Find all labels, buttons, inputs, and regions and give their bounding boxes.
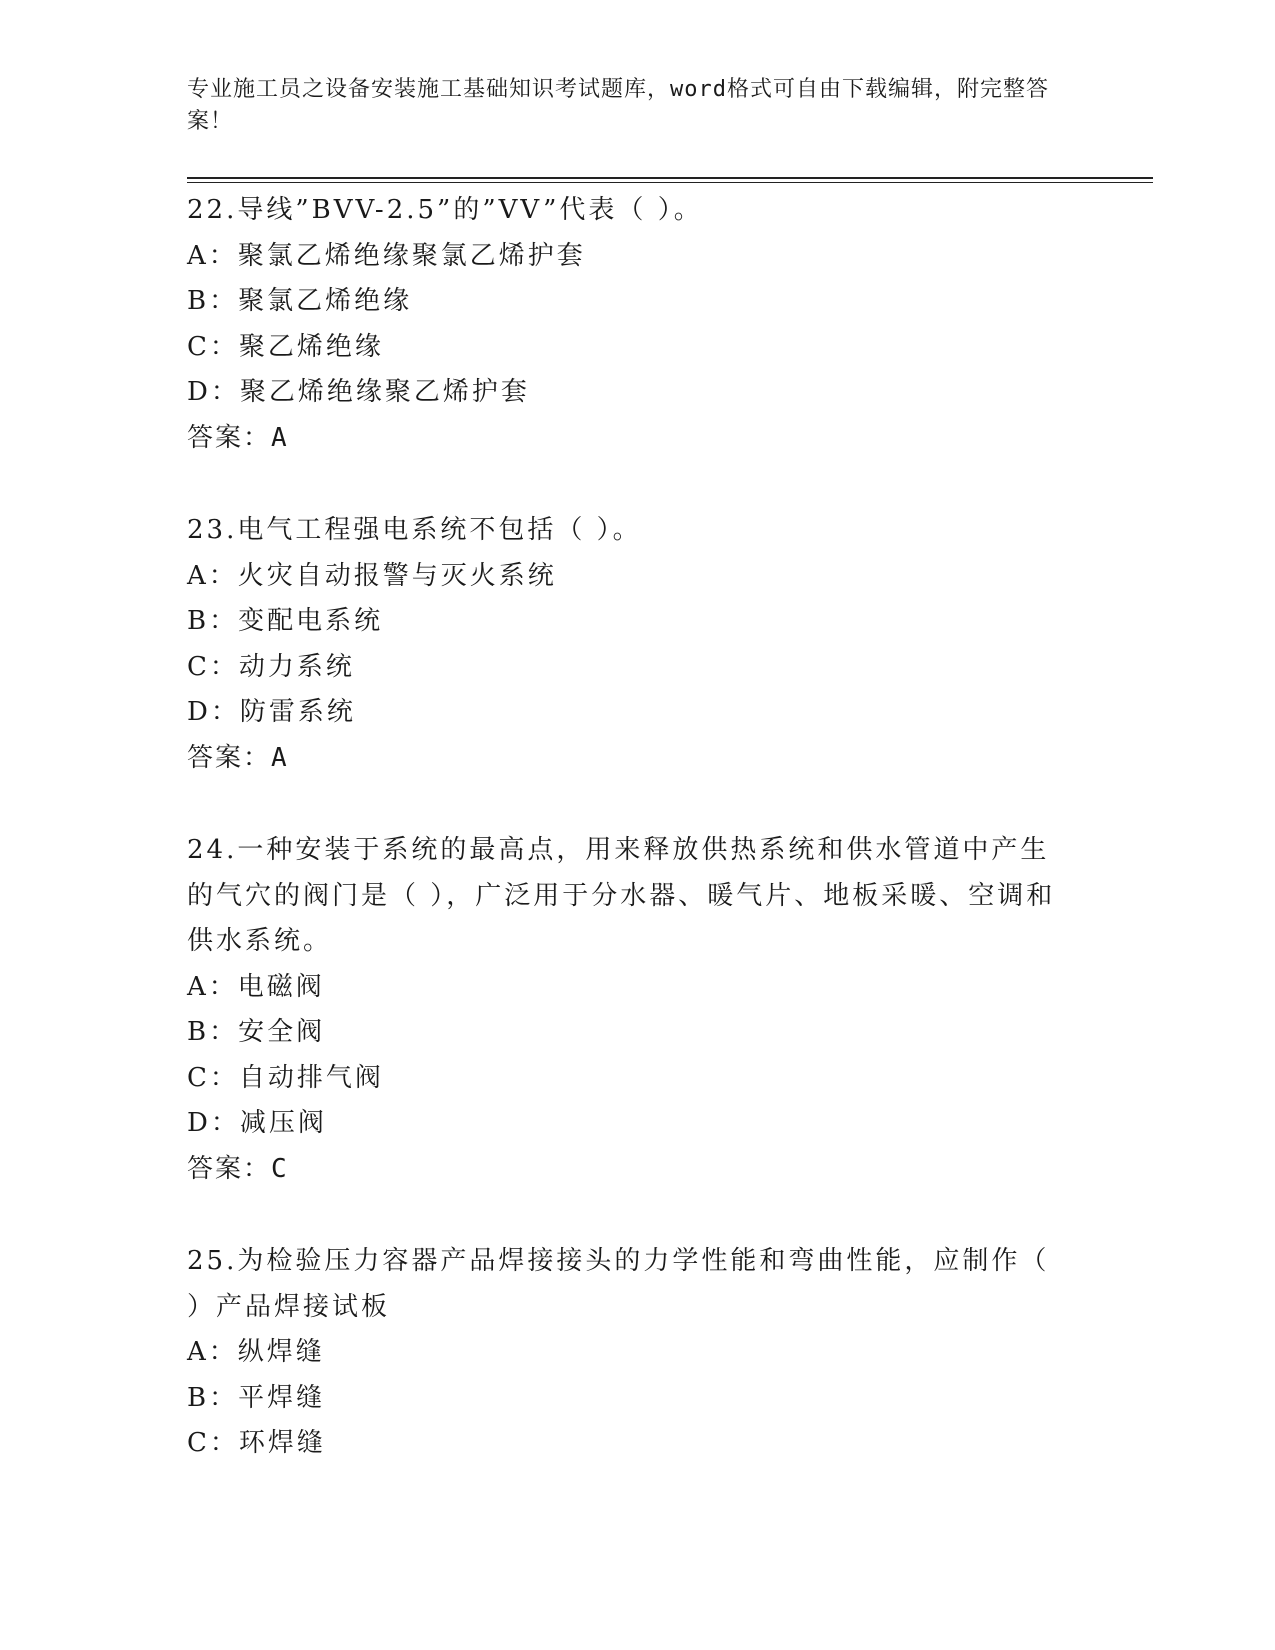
question-list: [187, 188, 1087, 1514]
option-a: A：火灾自动报警与灭火系统: [187, 560, 557, 591]
option-d: D：减压阀: [187, 1108, 327, 1138]
question-24: [187, 828, 1087, 1192]
option-c: C：自动排气阀: [187, 1062, 384, 1093]
header-divider-thick: [187, 177, 1153, 179]
option-a: A：聚氯乙烯绝缘聚氯乙烯护套: [187, 240, 586, 271]
question-23: [187, 508, 1087, 781]
option-b: B：平焊缝: [187, 1382, 326, 1413]
option-b: B：聚氯乙烯绝缘: [187, 286, 413, 316]
question-stem: 25.为检验压力容器产品焊接接头的力学性能和弯曲性能，应制作（ ）产品焊接试板: [187, 1246, 1061, 1322]
option-d: D：聚乙烯绝缘聚乙烯护套: [187, 377, 530, 407]
option-c: C：动力系统: [187, 651, 355, 682]
header-divider-thin: [187, 182, 1153, 183]
document-header: 专业施工员之设备安装施工基础知识考试题库，word格式可自由下载编辑，附完整答案！: [187, 77, 1049, 134]
option-d: D：防雷系统: [187, 697, 356, 727]
option-c: C：聚乙烯绝缘: [187, 331, 384, 362]
option-c: C：环焊缝: [187, 1428, 326, 1458]
question-22: [187, 188, 1087, 461]
option-a: A：纵焊缝: [187, 1337, 325, 1367]
answer-line: 答案：A: [187, 742, 289, 773]
question-25: [187, 1239, 1087, 1467]
question-stem: 22.导线”BVV-2.5”的”VV”代表（ ）。: [187, 195, 703, 225]
question-stem: 23.电气工程强电系统不包括（ ）。: [187, 515, 642, 545]
answer-line: 答案：A: [187, 422, 289, 453]
option-b: B：变配电系统: [187, 606, 384, 636]
option-b: B：安全阀: [187, 1017, 326, 1047]
question-stem: 24.一种安装于系统的最高点，用来释放供热系统和供水管道中产生的气穴的阀门是（ ），广泛用于分水器、暖气片、地板采暖、空调和供水系统。: [187, 835, 1056, 956]
option-a: A：电磁阀: [187, 971, 325, 1002]
answer-line: 答案：C: [187, 1153, 289, 1184]
